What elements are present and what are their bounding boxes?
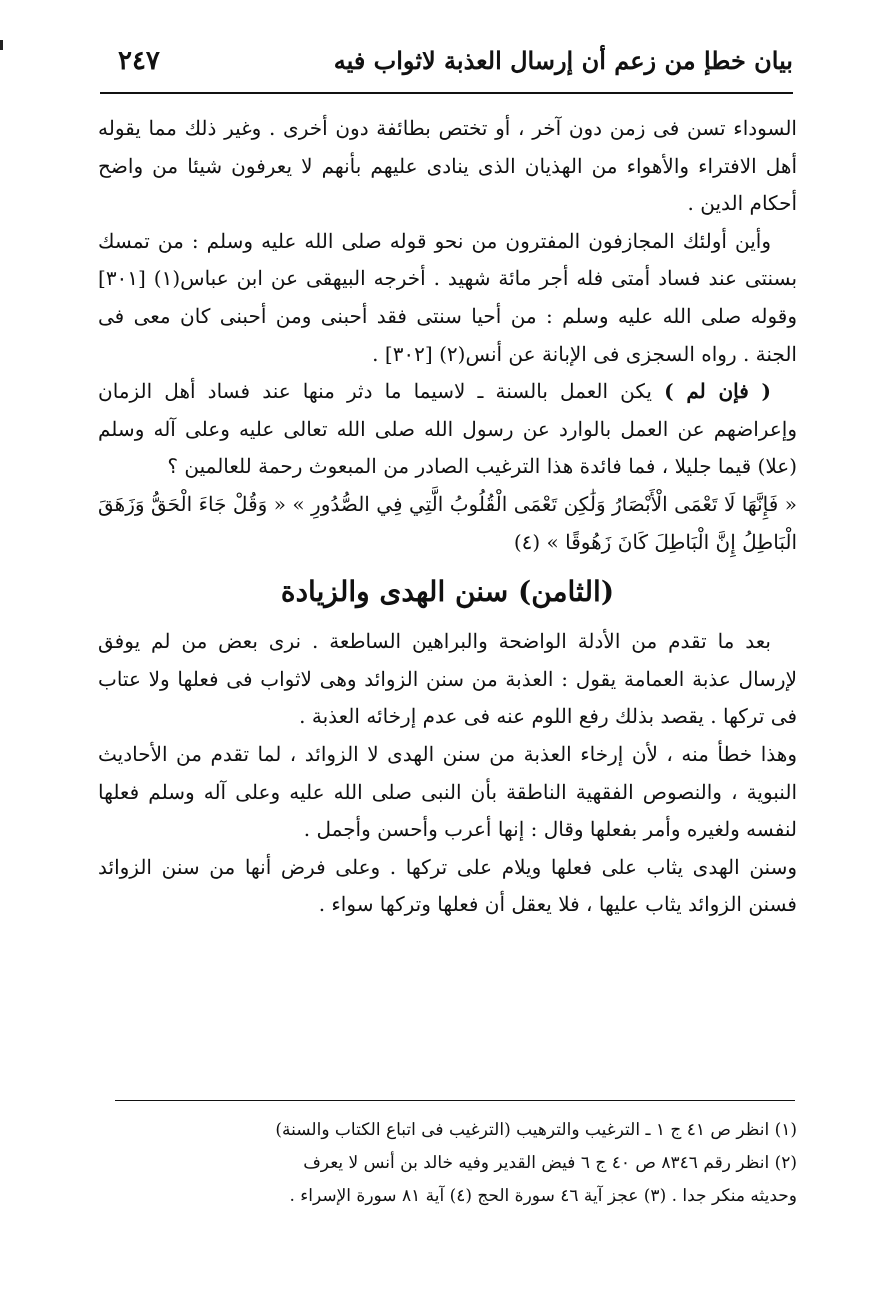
margin-mark: [0, 40, 3, 50]
paragraph-4: بعد ما تقدم من الأدلة الواضحة والبراهين الساطعة . نرى بعض من لم يوفق لإرسال عذبة العمامة يقول : العذبة من سنن الزوائد وهى لاثواب فى فعلها ولا عتاب فى تركها . يقصد بذلك رفع اللوم عنه فى عدم إرخائه العذبة .: [98, 629, 797, 729]
paragraph-1: السوداء تسن فى زمن دون آخر ، أو تختص بطائفة دون أخرى . وغير ذلك مما يقوله أهل الافتراء والأهواء من الهذيان الذى ينادى عليهم بأنهم لا يعرفون شيئا من واضح أحكام الدين .: [98, 116, 797, 216]
footnote-rule: [115, 1100, 795, 1101]
page-number: ٢٤٧: [118, 46, 160, 76]
footnote-3: وحديثه منكر جدا . (٣) عجز آية ٤٦ سورة الحج (٤) آية ٨١ سورة الإسراء .: [289, 1186, 797, 1206]
section-heading: (الثامن) سنن الهدى والزيادة: [280, 575, 615, 609]
paragraph-3-text: يكن العمل بالسنة ـ لاسيما ما دثر منها عند فساد أهل الزمان وإعراضهم عن العمل بالوارد عن رسول الله صلى الله تعالى عليه وعلى آله وسلم (علا) قيما جليلا ، فما فائدة هذا الترغيب الصادر من المبعوث رحمة للعالمين ؟: [98, 379, 797, 479]
body-text: [98, 110, 797, 924]
footnote-1: (١) انظر ص ٤١ ج ١ ـ الترغيب والترهيب (الترغيب فى اتباع الكتاب والسنة): [275, 1120, 797, 1140]
paragraph-3-lead: ( فإن لم ): [664, 379, 772, 404]
paragraph-6: وسنن الهدى يثاب على فعلها ويلام على تركها . وعلى فرض أنها من سنن الزوائد فسنن الزوائد يثاب عليها ، فلا يعقل أن فعلها وتركها سواء .: [98, 854, 797, 917]
paragraph-2: وأين أولئك المجازفون المفترون من نحو قوله صلى الله عليه وسلم : من تمسك بسنتى عند فساد أمتى فله أجر مائة شهيد . أخرجه البيهقى عن ابن عباس(١) [٣٠١] وقوله صلى الله عليه وسلم : من أحيا سنتى فقد أحبنى ومن أحبنى كان معى فى الجنة . رواه السجزى فى الإبانة عن أنس(٢) [٣٠٢] .: [98, 228, 798, 366]
quran-verse: « فَإِنَّهَا لَا تَعْمَى الْأَبْصَارُ وَلَٰكِن تَعْمَى الْقُلُوبُ الَّتِي فِي الصُّدُورِ » « وَقُلْ جَاءَ الْحَقُّ وَزَهَقَ الْبَاطِلُ إِنَّ الْبَاطِلَ كَانَ زَهُوقًا » (٤): [98, 491, 797, 554]
paragraph-5: وهذا خطأ منه ، لأن إرخاء العذبة من سنن الهدى لا الزوائد ، لما تقدم من الأحاديث النبوية ، والنصوص الفقهية الناطقة بأن النبى صلى الله عليه وعلى آله وسلم فعلها لنفسه ولغيره وأمر بفعلها وقال : إنها أعرب وأحسن وأجمل .: [98, 741, 797, 842]
footnotes: [98, 1114, 797, 1213]
page-header: [100, 42, 793, 86]
footnote-2: (٢) انظر رقم ٨٣٤٦ ص ٤٠ ج ٦ فيض القدير وفيه خالد بن أنس لا يعرف: [303, 1153, 797, 1173]
paragraph-3: [98, 373, 797, 486]
header-rule: [100, 92, 793, 94]
running-title: بيان خطإ من زعم أن إرسال العذبة لاثواب فيه: [333, 46, 793, 75]
